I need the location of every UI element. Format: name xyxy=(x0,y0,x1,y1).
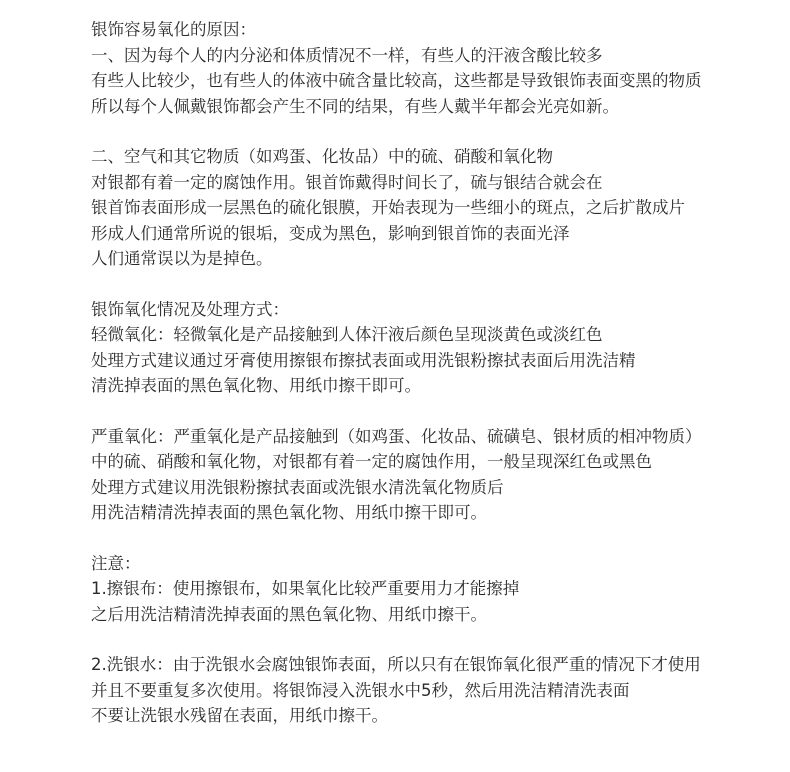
section-air-substances xyxy=(91,144,781,272)
text-line: 对银都有着一定的腐蚀作用。银首饰戴得时间长了，硫与银结合就会在 xyxy=(91,172,603,192)
section-mild-oxidation xyxy=(91,297,781,399)
section-notes-cleaning-liquid xyxy=(91,652,781,729)
silver-care-document xyxy=(91,17,781,729)
section-heading: 注意： xyxy=(91,553,141,573)
text-line: 不要让洗银水残留在表面，用纸巾擦干。 xyxy=(91,706,388,725)
text-line: 用洗洁精清洗掉表面的黑色氧化物、用纸巾擦干即可。 xyxy=(91,503,487,522)
text-line: 并且不要重复多次使用。将银饰浸入洗银水中5秒，然后用洗洁精清洗表面 xyxy=(91,680,630,700)
text-line: 有些人比较少，也有些人的体液中硫含量比较高，这些都是导致银饰表面变黑的物质 xyxy=(91,71,702,90)
section-heading: 银饰容易氧化的原因： xyxy=(91,20,256,39)
text-line: 之后用洗洁精清洗掉表面的黑色氧化物、用纸巾擦干。 xyxy=(91,604,487,624)
section-oxidation-causes xyxy=(91,17,781,119)
section-heading: 银饰氧化情况及处理方式： xyxy=(91,299,289,319)
text-line: 1.擦银布：使用擦银布，如果氧化比较严重要用力才能擦掉 xyxy=(91,579,520,598)
text-line: 形成人们通常所说的银垢，变成为黑色，影响到银首饰的表面光泽 xyxy=(91,223,570,243)
text-line: 处理方式建议通过牙膏使用擦银布擦拭表面或用洗银粉擦拭表面后用洗洁精 xyxy=(91,350,636,370)
text-line: 轻微氧化：轻微氧化是产品接触到人体汗液后颜色呈现淡黄色或淡红色 xyxy=(91,325,603,344)
text-line: 清洗掉表面的黑色氧化物、用纸巾擦干即可。 xyxy=(91,376,421,395)
text-line: 所以每个人佩戴银饰都会产生不同的结果，有些人戴半年都会光亮如新。 xyxy=(91,96,619,116)
text-line: 二、空气和其它物质（如鸡蛋、化妆品）中的硫、硝酸和氧化物 xyxy=(91,147,553,166)
text-line: 处理方式建议用洗银粉擦拭表面或洗银水清洗氧化物质后 xyxy=(91,477,504,497)
text-line: 人们通常误以为是掉色。 xyxy=(91,249,273,268)
section-severe-oxidation xyxy=(91,424,781,526)
text-line: 2.洗银水：由于洗银水会腐蚀银饰表面，所以只有在银饰氧化很严重的情况下才使用 xyxy=(91,655,701,674)
section-notes-cloth xyxy=(91,551,781,628)
text-line: 一、因为每个人的内分泌和体质情况不一样，有些人的汗液含酸比较多 xyxy=(91,45,603,65)
text-line: 中的硫、硝酸和氧化物，对银都有着一定的腐蚀作用，一般呈现深红色或黑色 xyxy=(91,452,652,471)
text-line: 严重氧化：严重氧化是产品接触到（如鸡蛋、化妆品、硫磺皂、银材质的相冲物质） xyxy=(91,426,702,446)
text-line: 银首饰表面形成一层黑色的硫化银膜，开始表现为一些细小的斑点，之后扩散成片 xyxy=(91,198,685,217)
